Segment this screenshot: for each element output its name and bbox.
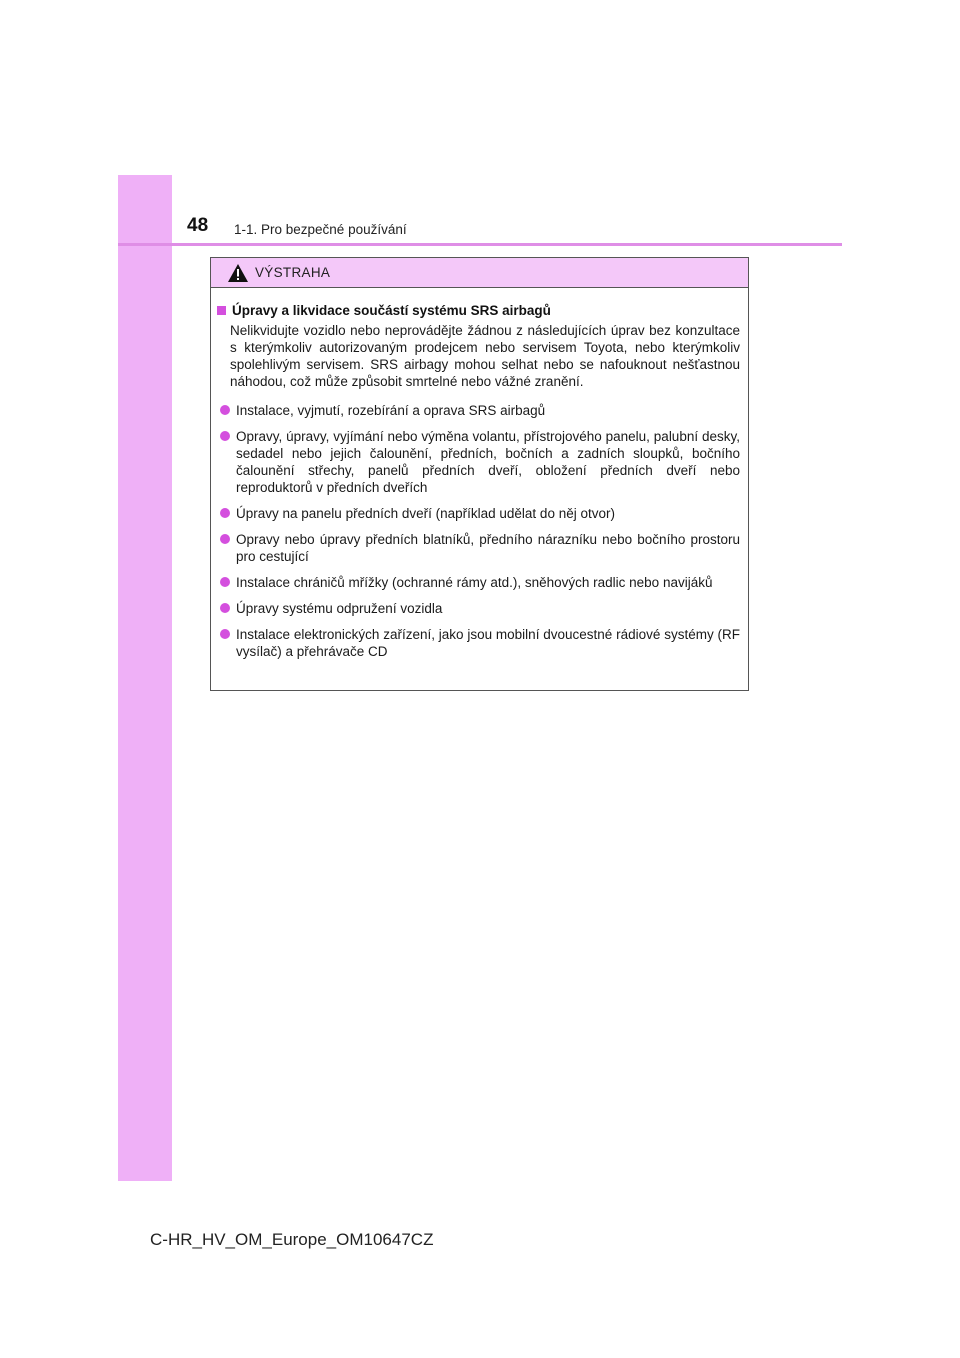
warning-label: VÝSTRAHA [255,265,331,280]
warning-subheading [217,302,740,320]
list-item [217,505,740,522]
list-item-text: Opravy nebo úpravy předních blatníků, předního nárazníku nebo bočního prostoru pro cestující [236,532,740,564]
document-code: C-HR_HV_OM_Europe_OM10647CZ [150,1230,434,1249]
warning-list [217,402,740,660]
page-number: 48 [187,215,209,236]
bullet-icon [220,603,230,613]
list-item-text: Opravy, úpravy, vyjímání nebo výměna volantu, přístrojového panelu, palubní desky, sedadel nebo jejich čalounění, předních, bočních a zadních sloupků, bočního čalounění střechy, panelů předních dveří, obložení předních dveří nebo reproduktorů v předních dveřích [236,429,740,495]
side-tab-band [118,175,172,1181]
section-title: 1-1. Pro bezpečné používání [234,222,407,237]
list-item [217,428,740,496]
bullet-icon [220,405,230,415]
list-item [217,402,740,419]
list-item-text: Instalace, vyjmutí, rozebírání a oprava SRS airbagů [236,403,546,418]
warning-intro: Nelikvidujte vozidlo nebo neprovádějte žádnou z následujících úprav bez konzultace s kterýmkoliv autorizovaným prodejcem nebo servisem Toyota, nebo kterýmkoliv spolehlivým servisem. SRS airbagy mohou selhat nebo se nafouknout nešťastnou náhodou, což může způsobit smrtelné nebo vážné zranění. [230,323,740,389]
warning-triangle-icon [227,263,249,283]
warning-box [210,257,749,691]
bullet-icon [220,534,230,544]
square-bullet-icon [217,306,226,315]
bullet-icon [220,508,230,518]
bullet-icon [220,431,230,441]
warning-heading-text: Úpravy a likvidace součástí systému SRS airbagů [232,303,551,318]
list-item [217,574,740,591]
list-item [217,600,740,617]
list-item-text: Instalace elektronických zařízení, jako jsou mobilní dvoucestné rádiové systémy (RF vysílač) a přehrávače CD [236,627,740,659]
list-item [217,531,740,565]
bullet-icon [220,629,230,639]
list-item-text: Úpravy na panelu předních dveří (například udělat do něj otvor) [236,506,615,521]
warning-body [211,288,748,660]
list-item-text: Instalace chráničů mřížky (ochranné rámy atd.), sněhových radlic nebo navijáků [236,575,713,590]
header-rule [118,243,842,246]
warning-header [211,258,748,288]
list-item-text: Úpravy systému odpružení vozidla [236,601,443,616]
list-item [217,626,740,660]
bullet-icon [220,577,230,587]
